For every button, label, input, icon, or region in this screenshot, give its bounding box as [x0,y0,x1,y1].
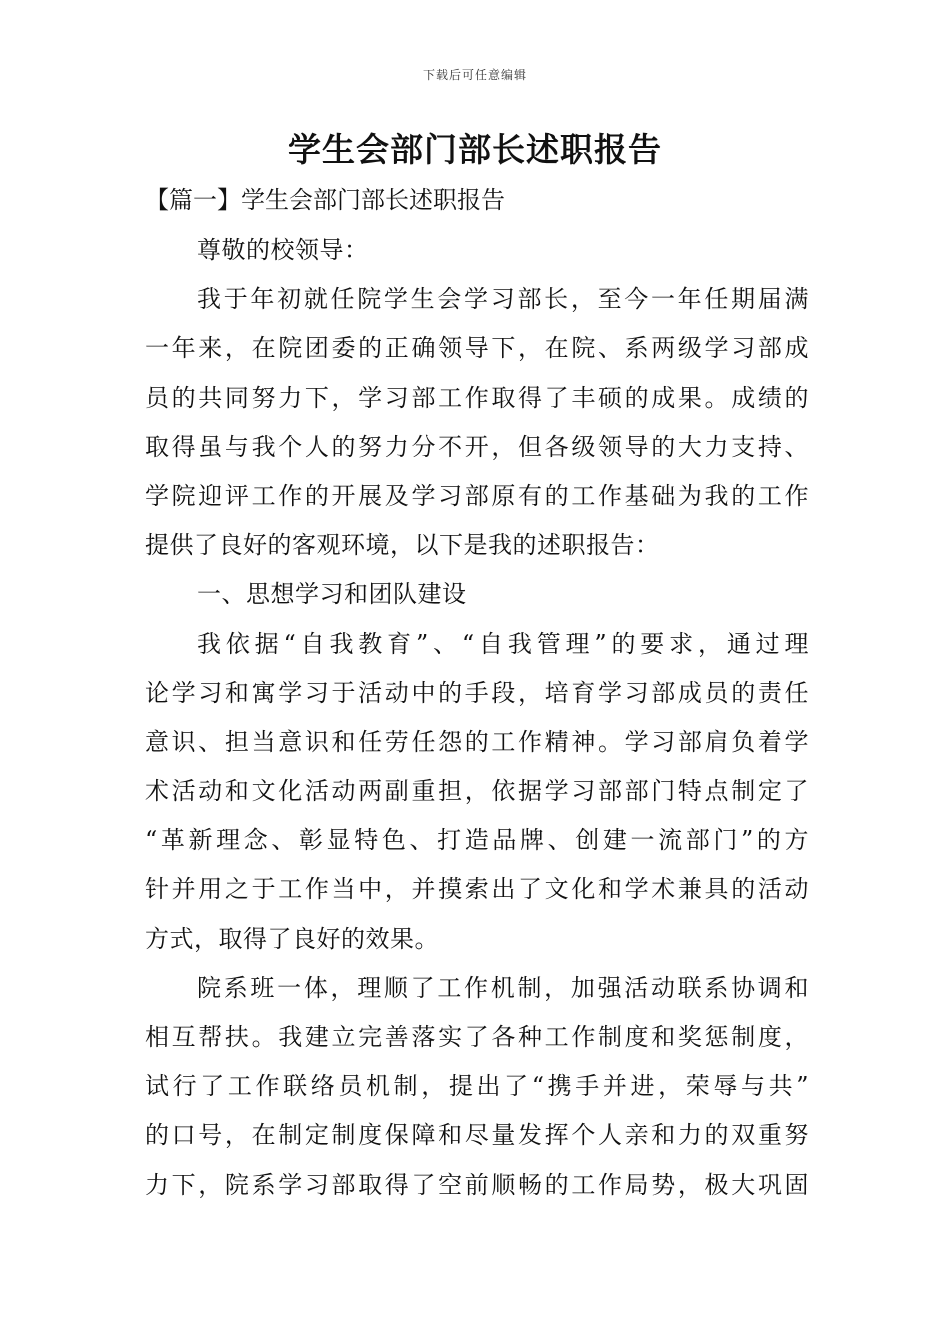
subsection-heading: 一、思想学习和团队建设 [197,580,467,609]
paragraph-line: 取得虽与我个人的努力分不开，但各级领导的大力支持、 [145,432,809,461]
salutation-line: 尊敬的校领导： [197,236,369,264]
paragraph-line: 试行了工作联络员机制，提出了“携手并进，荣辱与共” [145,1072,809,1101]
paragraph-line: 我于年初就任院学生会学习部长，至今一年任期届满 [197,285,809,314]
paragraph-line: 员的共同努力下，学习部工作取得了丰硕的成果。成绩的 [145,383,809,412]
body-text [145,226,809,1210]
paragraph-line: 意识、担当意识和任劳任怨的工作精神。学习部肩负着学 [145,727,809,756]
paragraph-line: 的口号，在制定制度保障和尽量发挥个人亲和力的双重努 [145,1121,809,1150]
paragraph-line: 针并用之于工作当中，并摸索出了文化和学术兼具的活动 [145,875,809,904]
paragraph-line: 我依据“自我教育”、“自我管理”的要求，通过理 [197,629,809,658]
paragraph-line: 一年来，在院团委的正确领导下，在院、系两级学习部成 [145,334,809,363]
paragraph-line: “革新理念、彰显特色、打造品牌、创建一流部门”的方 [145,826,809,855]
paragraph-line: 相互帮扶。我建立完善落实了各种工作制度和奖惩制度， [145,1023,809,1051]
paragraph-line: 学院迎评工作的开展及学习部原有的工作基础为我的工作 [145,481,809,510]
document-title: 学生会部门部长述职报告 [288,130,662,169]
paragraph-line: 论学习和寓学习于活动中的手段，培育学习部成员的责任 [145,678,809,707]
header-note: 下载后可任意编辑 [422,68,527,82]
paragraph-line: 院系班一体，理顺了工作机制，加强活动联系协调和 [197,973,809,1002]
paragraph-line: 力下，院系学习部取得了空前顺畅的工作局势，极大巩固 [145,1170,809,1199]
paragraph-line: 方式，取得了良好的效果。 [145,924,439,953]
section-heading: 【篇一】学生会部门部长述职报告 [145,186,505,214]
paragraph-line: 提供了良好的客观环境，以下是我的述职报告： [145,531,660,560]
paragraph-line: 术活动和文化活动两副重担，依据学习部部门特点制定了 [145,777,809,806]
